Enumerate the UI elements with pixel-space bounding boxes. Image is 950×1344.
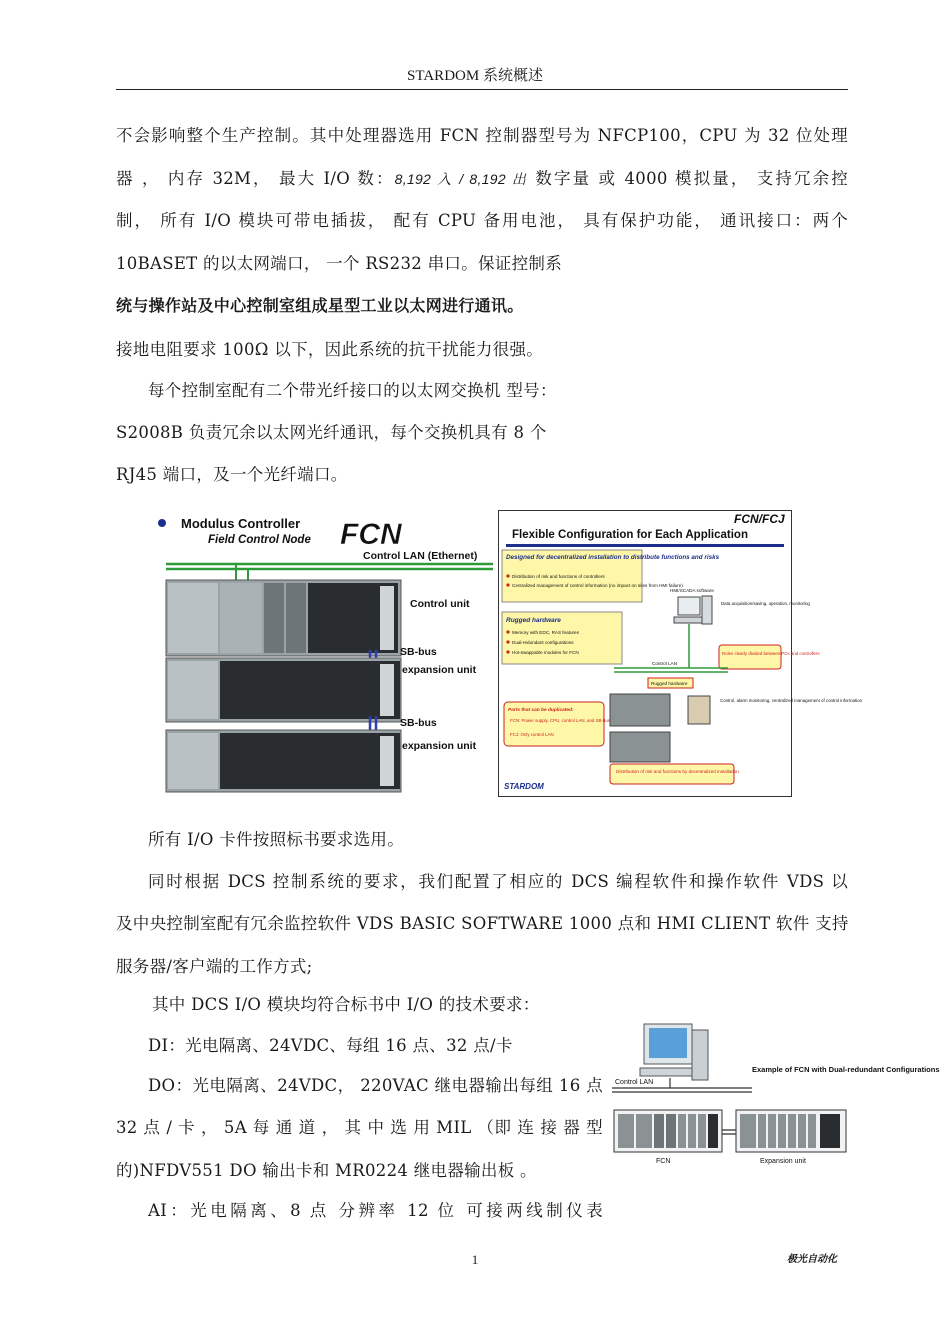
distribution-label: Distribution of risk and functions by decentralized installation: [616, 769, 739, 774]
expansion-rack: [736, 1110, 846, 1152]
fcn-unit: [610, 694, 670, 726]
control-unit-label: Control unit: [410, 598, 470, 610]
sbbus-label-1: SB-bus: [400, 646, 437, 658]
fcn-logo: FCN: [340, 518, 402, 551]
parts-item: FCN: Power supply, CPU, control LAN, and SB-bus: [510, 718, 610, 723]
fig1-subtitle: Field Control Node: [208, 534, 311, 546]
rugged-tag: Rugged hardware: [651, 681, 688, 686]
data-acq-label: Data acquisition/saving, operation, monitoring: [721, 601, 810, 606]
box2-item: Memory with EDC, RAS features: [512, 630, 579, 635]
expansion-unit-label: Expansion unit: [760, 1158, 806, 1165]
sbbus-label-2: SB-bus: [400, 717, 437, 729]
fcn-label: FCN: [656, 1158, 671, 1165]
expansion-unit-rack-1: [166, 658, 401, 722]
pc-monitor-icon: [678, 597, 700, 615]
header-divider: [116, 89, 848, 90]
fcn-rack: [614, 1110, 722, 1152]
parts-item: FCJ: Only control LAN: [510, 732, 554, 737]
roles-label: Roles clearly divided between PCs and controllers: [722, 651, 820, 656]
expansion-unit-rack-2: [166, 730, 401, 792]
hmi-label: HMI/SCADA software: [670, 588, 714, 593]
fig1-title: Modulus Controller: [181, 516, 301, 531]
paragraph-line: 10BASET 的以太网端口， 一个 RS232 串口。保证控制系: [116, 254, 562, 273]
expansion-label-1: expansion unit: [402, 664, 477, 676]
paragraph-line: 32 点 / 卡 ， 5A 每 通 道 ， 其 中 选 用 MIL （即 连 接 器 型: [116, 1118, 603, 1137]
fcj-unit: [688, 696, 710, 724]
box1-title: Designed for decentralized installation to distribute functions and risks: [506, 554, 720, 561]
paragraph-line: DO：光电隔离、24VDC， 220VAC 继电器输出每组 16 点: [148, 1076, 603, 1095]
fcn-fcj-logo: FCN/FCJ: [734, 512, 785, 526]
figure-dual-redundant: [612, 1022, 940, 1170]
paragraph-line: 同时根据 DCS 控制系统的要求，我们配置了相应的 DCS 编程软件和操作软件 VDS 以: [148, 872, 848, 891]
flexible-config-illustration: [498, 510, 863, 797]
parts-title: Parts that can be duplicated:: [508, 708, 574, 713]
box2-item: Dual-redundant configurations: [512, 640, 574, 645]
paragraph-line: 其中 DCS I/O 模块均符合标书中 I/O 的技术要求：: [152, 995, 540, 1014]
paragraph-line: DI：光电隔离、24VDC、每组 16 点、32 点/卡: [148, 1036, 513, 1055]
paragraph-line: [116, 165, 848, 189]
footer-brand: 极光自动化: [787, 1254, 837, 1265]
dual-redundant-illustration: [612, 1022, 940, 1170]
paragraph-line: 及中央控制室配有冗余监控软件 VDS BASIC SOFTWARE 1000 点和 HMI CLIENT 软件 支持: [116, 914, 849, 933]
figure-fcn-hardware: [148, 500, 493, 795]
fcn-hardware-illustration: [148, 500, 493, 795]
lan-label: Control LAN (Ethernet): [363, 550, 478, 562]
paragraph-line: 所有 I/O 卡件按照标书要求选用。: [148, 830, 404, 849]
paragraph-line: 接地电阻要求 100Ω 以下，因此系统的抗干扰能力很强。: [116, 340, 544, 359]
io-count-italic: 8,192 入 / 8,192 出: [394, 171, 529, 187]
paragraph-line-bold: 统与操作站及中心控制室组成星型工业以太网进行通讯。: [116, 296, 524, 315]
control-alarm-label: Control, alarm monitoring, centralized management of control information: [720, 698, 863, 703]
bullet-icon: [158, 519, 166, 527]
paragraph-line: 的)NFDV551 DO 输出卡和 MR0224 继电器输出板 。: [116, 1161, 537, 1180]
paragraph-line: S2008B 负责冗余以太网光纤通讯，每个交换机具有 8 个: [116, 423, 547, 442]
fig2-title: Flexible Configuration for Each Application: [512, 529, 748, 541]
text-span: 器 ， 内存 32M， 最大 I/O 数：: [116, 169, 395, 188]
control-lan-label: Control LAN: [652, 661, 678, 666]
paragraph-line: 制， 所有 I/O 模块可带电插拔， 配有 CPU 备用电池， 具有保护功能， 通讯接口：两个: [116, 211, 848, 230]
box1-item: Distribution of risk and functions of controllers: [512, 574, 605, 579]
box2-item: Hot-swappable modules for FCN: [512, 650, 579, 655]
control-unit-rack: [166, 580, 401, 656]
paragraph-line: RJ45 端口，及一个光纤端口。: [116, 465, 348, 484]
stardom-logo: STARDOM: [504, 782, 544, 791]
paragraph-line: 每个控制室配有二个带光纤接口的以太网交换机 型号：: [148, 381, 557, 400]
page-number: 1: [471, 1252, 479, 1267]
example-title: Example of FCN with Dual-redundant Configurations: [752, 1065, 940, 1074]
paragraph-line: 服务器/客户端的工作方式;: [116, 957, 313, 976]
control-lan-label: Control LAN: [615, 1079, 654, 1086]
text-span: 数字量 或 4000 模拟量， 支持冗余控: [528, 169, 848, 188]
box2-title: Rugged hardware: [506, 617, 561, 624]
box1-item: Centralized management of control information (no impact on sites from HMI failure): [512, 583, 683, 588]
header-title: STARDOM 系统概述: [407, 68, 543, 84]
paragraph-line: AI：光电隔离、8 点 分辨率 12 位 可接两线制仪表: [148, 1201, 603, 1220]
expansion-label-2: expansion unit: [402, 740, 477, 752]
figure-flexible-configuration: [498, 510, 863, 797]
fcn-unit: [610, 732, 670, 762]
paragraph-line: 不会影响整个生产控制。其中处理器选用 FCN 控制器型号为 NFCP100，CPU 为 32 位处理: [116, 126, 848, 145]
